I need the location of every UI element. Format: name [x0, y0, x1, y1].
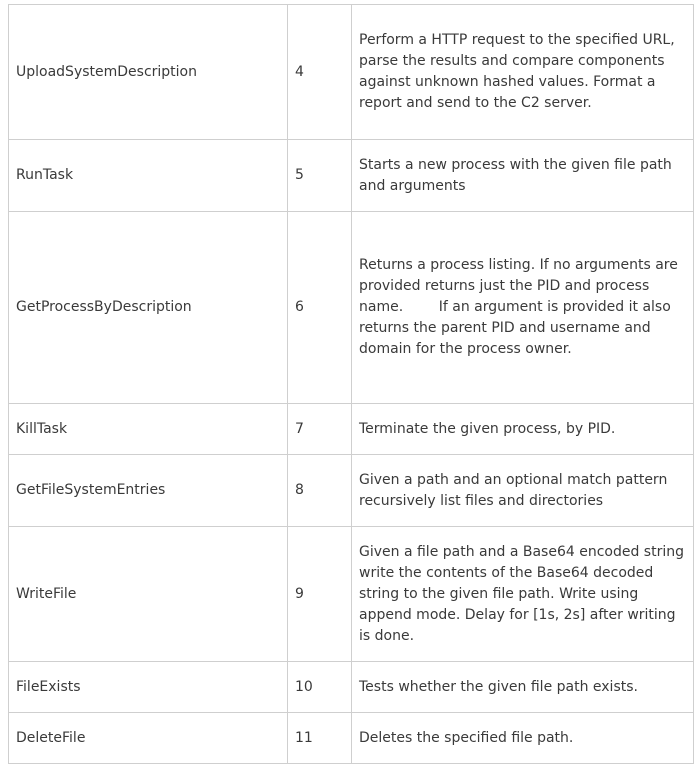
- command-description-cell: [352, 527, 694, 662]
- command-name-cell: WriteFile: [9, 527, 288, 662]
- command-description: Returns a process listing. If no arguments are provided returns just the PID and process name. If an argument is provided it also returns the parent PID and username and domain for the process owner.: [359, 257, 683, 357]
- command-id-cell: 4: [288, 5, 352, 140]
- command-id-cell: 6: [288, 212, 352, 404]
- command-id-cell: 11: [288, 713, 352, 764]
- command-id-cell: 10: [288, 662, 352, 713]
- table-row: [9, 455, 694, 527]
- command-id-cell: 5: [288, 140, 352, 212]
- command-description: Starts a new process with the given file path and arguments: [359, 156, 677, 194]
- command-description-cell: [352, 662, 694, 713]
- command-description: Given a file path and a Base64 encoded string write the contents of the Base64 decoded string to the given file path. Write using append mode. Delay for [1s, 2s] after writing is done.: [359, 543, 689, 644]
- command-id-cell: 8: [288, 455, 352, 527]
- table-row: [9, 527, 694, 662]
- command-table: [8, 4, 694, 764]
- command-description: Tests whether the given file path exists.: [359, 678, 638, 695]
- table-row: [9, 5, 694, 140]
- command-description: Perform a HTTP request to the specified URL, parse the results and compare components against unknown hashed values. Format a report and send to the C2 server.: [359, 32, 680, 111]
- command-description-cell: [352, 713, 694, 764]
- command-name-cell: GetProcessByDescription: [9, 212, 288, 404]
- command-name-cell: GetFileSystemEntries: [9, 455, 288, 527]
- command-description-cell: [352, 212, 694, 404]
- table-row: [9, 140, 694, 212]
- command-id-cell: 7: [288, 404, 352, 455]
- table-row: [9, 662, 694, 713]
- command-name-cell: FileExists: [9, 662, 288, 713]
- command-name-cell: KillTask: [9, 404, 288, 455]
- command-name-cell: UploadSystemDescription: [9, 5, 288, 140]
- command-description: Deletes the specified file path.: [359, 729, 574, 746]
- command-description-cell: [352, 5, 694, 140]
- table-row: [9, 404, 694, 455]
- command-id-cell: 9: [288, 527, 352, 662]
- table-row: [9, 713, 694, 764]
- command-description-cell: [352, 455, 694, 527]
- command-description: Given a path and an optional match pattern recursively list files and directories: [359, 471, 672, 509]
- command-description: Terminate the given process, by PID.: [359, 420, 616, 437]
- command-name-cell: RunTask: [9, 140, 288, 212]
- table-row: [9, 212, 694, 404]
- command-name-cell: DeleteFile: [9, 713, 288, 764]
- command-description-cell: [352, 140, 694, 212]
- command-description-cell: [352, 404, 694, 455]
